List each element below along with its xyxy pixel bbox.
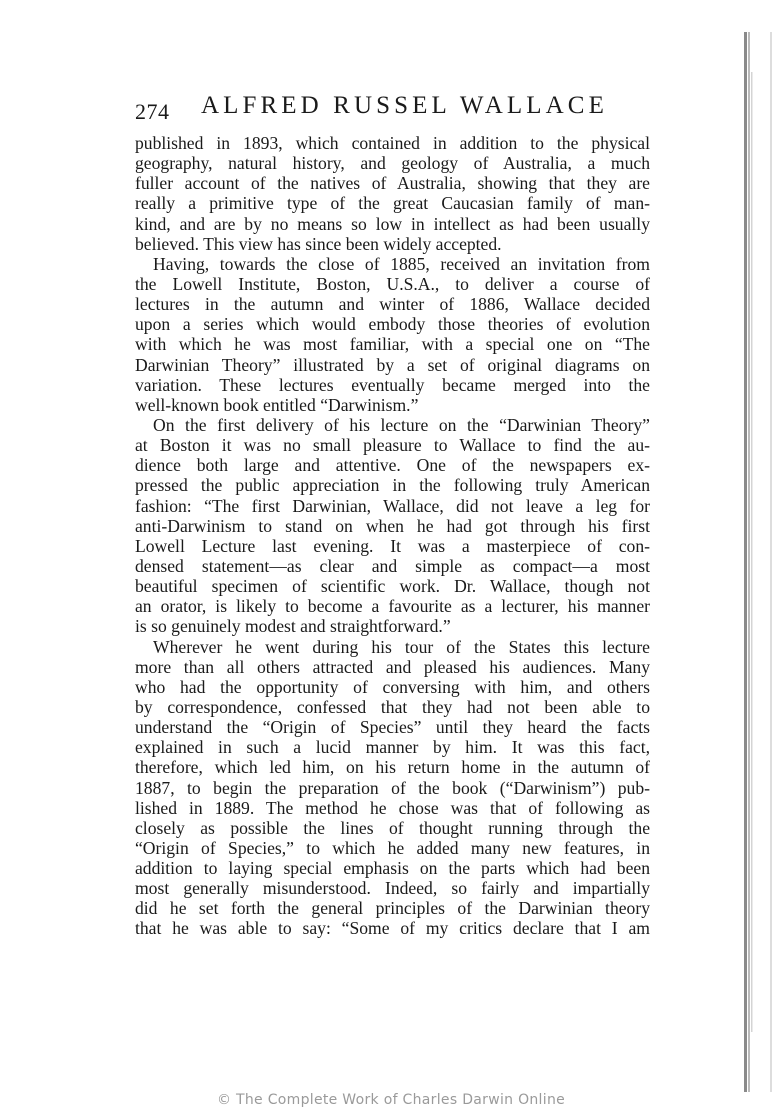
text-line: fashion: “The first Darwinian, Wallace, did not leave a leg for	[135, 495, 650, 516]
text-line: did he set forth the general principles of the Darwinian theory	[135, 898, 650, 919]
text-line: therefore, which led him, on his return home in the autumn of	[135, 757, 650, 778]
text-line: On the first delivery of his lecture on the “Darwinian Theory”	[153, 414, 650, 435]
text-line: understand the “Origin of Species” until they heard the facts	[135, 717, 650, 738]
text-line: upon a series which would embody those theories of evolution	[135, 314, 650, 335]
text-line: geography, natural history, and geology of Australia, a much	[135, 153, 650, 174]
text-line: Darwinian Theory” illustrated by a set of original diagrams on	[135, 354, 650, 375]
text-line: an orator, is likely to become a favourite as a lecturer, his manner	[135, 596, 650, 617]
text-line: Wherever he went during his tour of the States this lecture	[153, 636, 650, 657]
running-title: ALFRED RUSSEL WALLACE	[201, 92, 608, 119]
page-number: 274	[135, 99, 170, 124]
text-line: anti-Darwinism to stand on when he had got through his first	[135, 515, 650, 536]
body-text	[135, 133, 650, 939]
text-line: more than all others attracted and pleased his audiences. Many	[135, 656, 650, 677]
text-line: with which he was most familiar, with a special one on “The	[135, 334, 650, 355]
text-line: lished in 1889. The method he chose was that of following as	[135, 797, 650, 818]
text-line: closely as possible the lines of thought running through the	[135, 817, 650, 838]
text-line: variation. These lectures eventually became merged into the	[135, 374, 650, 395]
text-line: beautiful specimen of scientific work. Dr. Wallace, though not	[135, 576, 650, 597]
text-line: most generally misunderstood. Indeed, so fairly and impartially	[135, 878, 650, 899]
text-line: the Lowell Institute, Boston, U.S.A., to deliver a course of	[135, 273, 650, 294]
text-line: by correspondence, confessed that they had not been able to	[135, 696, 650, 717]
text-line: well-known book entitled “Darwinism.”	[135, 394, 419, 415]
text-line: “Origin of Species,” to which he added many new features, in	[135, 837, 650, 858]
text-line: addition to laying special emphasis on the parts which had been	[135, 858, 650, 879]
text-line: densed statement—as clear and simple as compact—a most	[135, 555, 650, 576]
text-line: dience both large and attentive. One of the newspapers ex-	[135, 455, 650, 476]
text-line: fuller account of the natives of Australia, showing that they are	[135, 173, 650, 194]
text-line: Having, towards the close of 1885, received an invitation from	[153, 253, 650, 274]
text-line: explained in such a lucid manner by him. It was this fact,	[135, 737, 650, 758]
text-line: published in 1893, which contained in addition to the physical	[135, 133, 650, 153]
page-header	[135, 92, 655, 128]
text-line: lectures in the autumn and winter of 1886, Wallace decided	[135, 294, 650, 315]
footer-credit: © The Complete Work of Charles Darwin Online	[216, 1092, 566, 1108]
binding-edge-shadow	[740, 32, 782, 1092]
text-line: Lowell Lecture last evening. It was a masterpiece of con-	[135, 535, 650, 556]
text-line: who had the opportunity of conversing with him, and others	[135, 676, 650, 697]
text-line: that he was able to say: “Some of my critics declare that I am	[135, 918, 650, 939]
text-line: at Boston it was no small pleasure to Wallace to find the au-	[135, 435, 650, 456]
text-line: really a primitive type of the great Caucasian family of man-	[135, 193, 650, 214]
text-line: kind, and are by no means so low in intellect as had been usually	[135, 213, 650, 234]
text-line: believed. This view has since been widely accepted.	[135, 233, 502, 254]
text-line: is so genuinely modest and straightforward.”	[135, 616, 451, 637]
text-line: pressed the public appreciation in the following truly American	[135, 475, 650, 496]
text-line: 1887, to begin the preparation of the book (“Darwinism”) pub-	[135, 777, 650, 798]
